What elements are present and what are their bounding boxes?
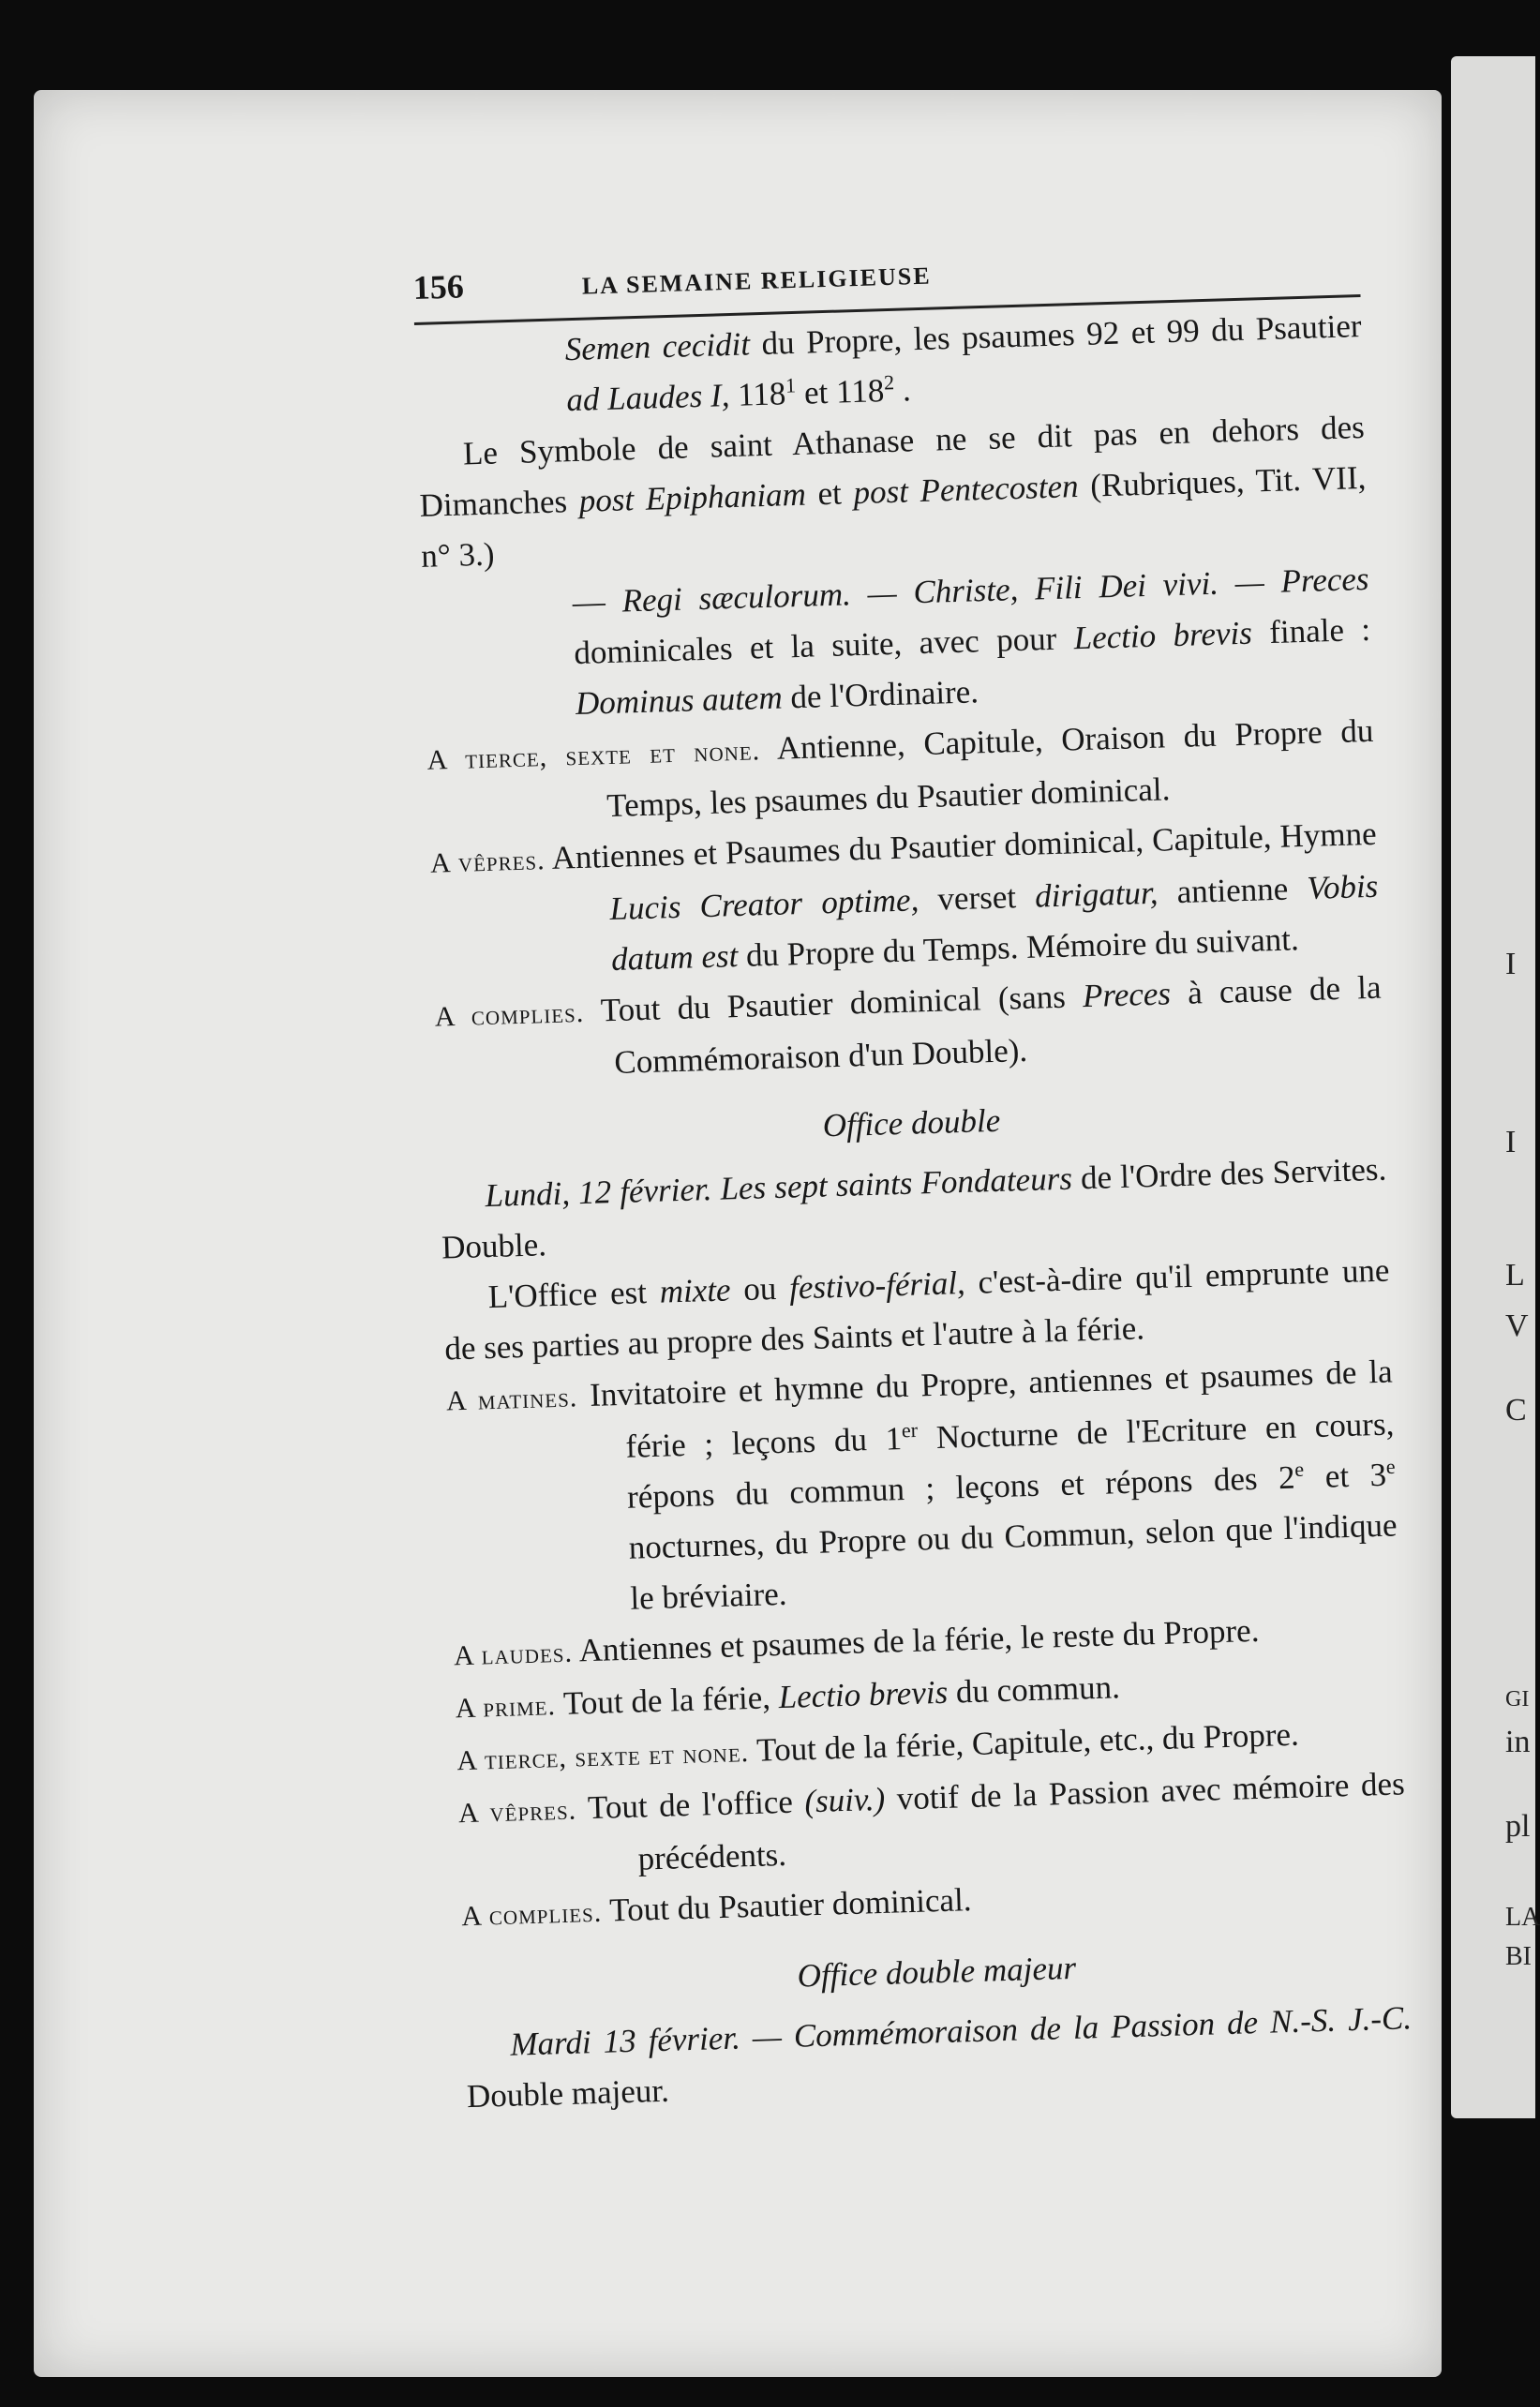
facing-fragment: in bbox=[1505, 1725, 1531, 1759]
entry-complies-2: A complies. Tout du Psautier dominical. bbox=[460, 1881, 973, 1933]
entry-prime: A prime. Tout de la férie, Lectio brevis du commun. bbox=[455, 1668, 1121, 1725]
entry-vepres-2: A vêpres. Tout de l'office (suiv.) votif de la Passion avec mémoire des précédents. bbox=[457, 1765, 1406, 1877]
facing-fragment: C bbox=[1505, 1393, 1527, 1428]
entry-laudes: A laudes. Antiennes et psaumes de la férie, le reste du Propre. bbox=[453, 1611, 1260, 1672]
paragraph-lundi: Lundi, 12 février. Les sept saints Fondateurs de l'Ordre des Servites. Double. bbox=[441, 1150, 1387, 1266]
paragraph-office-mixte: L'Office est mixte ou festivo-férial, c'est-à-dire qu'il emprunte une de ses parties au propre des Saints et l'autre à la férie. bbox=[443, 1251, 1390, 1368]
running-title: LA SEMAINE RELIGIEUSE bbox=[581, 262, 932, 300]
paragraph-mardi: Mardi 13 février. — Commémoraison de la Passion de N.-S. J.-C. Double majeur. bbox=[466, 1999, 1413, 2115]
section-heading-office-double-majeur: Office double majeur bbox=[797, 1949, 1077, 1995]
facing-fragment: L bbox=[1505, 1258, 1525, 1293]
entry-tierce: A tierce, sexte et none. Antienne, Capitule, Oraison du Propre du Temps, les psaumes du Psautier dominical. bbox=[426, 711, 1374, 825]
entry-vepres: A vêpres. Antiennes et Psaumes du Psautier dominical, Capitule, Hymne Lucis Creator optime, verset dirigatur, antienne Vobis datum est du Propre du Temps. Mémoire du suivant. bbox=[429, 815, 1379, 979]
facing-fragment: LA bbox=[1505, 1903, 1540, 1932]
paragraph-semen: Semen cecidit du Propre, les psaumes 92 et 99 du Psautier ad Laudes I, $118^1$ et $118^2$ . bbox=[564, 307, 1363, 419]
paragraph-regi: — Regi sæculorum. — Christe, Fili Dei vivi. — Preces dominicales et la suite, avec pour Lectio brevis finale : Dominus autem de l'Ordinaire. bbox=[572, 560, 1371, 723]
facing-fragment: I bbox=[1505, 1125, 1517, 1159]
page-number: 156 bbox=[412, 267, 465, 306]
paragraph-symbole: Le Symbole de saint Athanase ne se dit pas en dehors des Dimanches post Epiphaniam et post Pentecosten (Rubriques, Tit. VII, n° 3.) bbox=[419, 408, 1367, 575]
section-heading-office-double: Office double bbox=[822, 1101, 1001, 1144]
page-text bbox=[412, 234, 1413, 2122]
facing-fragment: GI bbox=[1505, 1687, 1530, 1712]
entry-tierce-2: A tierce, sexte et none. Tout de la férie, Capitule, etc., du Propre. bbox=[456, 1715, 1300, 1777]
entry-matines: A matines. Invitatoire et hymne du Propre, antiennes et psaumes de la férie ; leçons du 1er Nocturne de l'Ecriture en cours, répons du commun ; leçons et répons des 2e et 3e nocturnes, du Propre ou du Commun, selon que l'indique le bréviaire. bbox=[445, 1353, 1398, 1617]
facing-fragment: V bbox=[1505, 1308, 1529, 1343]
entry-complies: A complies. Tout du Psautier dominical (sans Preces à cause de la Commémoraison d'un Double). bbox=[434, 968, 1382, 1081]
facing-page bbox=[1451, 56, 1540, 2118]
facing-fragment: pl bbox=[1505, 1809, 1531, 1844]
facing-fragment: BI bbox=[1505, 1942, 1532, 1971]
facing-fragment: I bbox=[1505, 947, 1517, 981]
